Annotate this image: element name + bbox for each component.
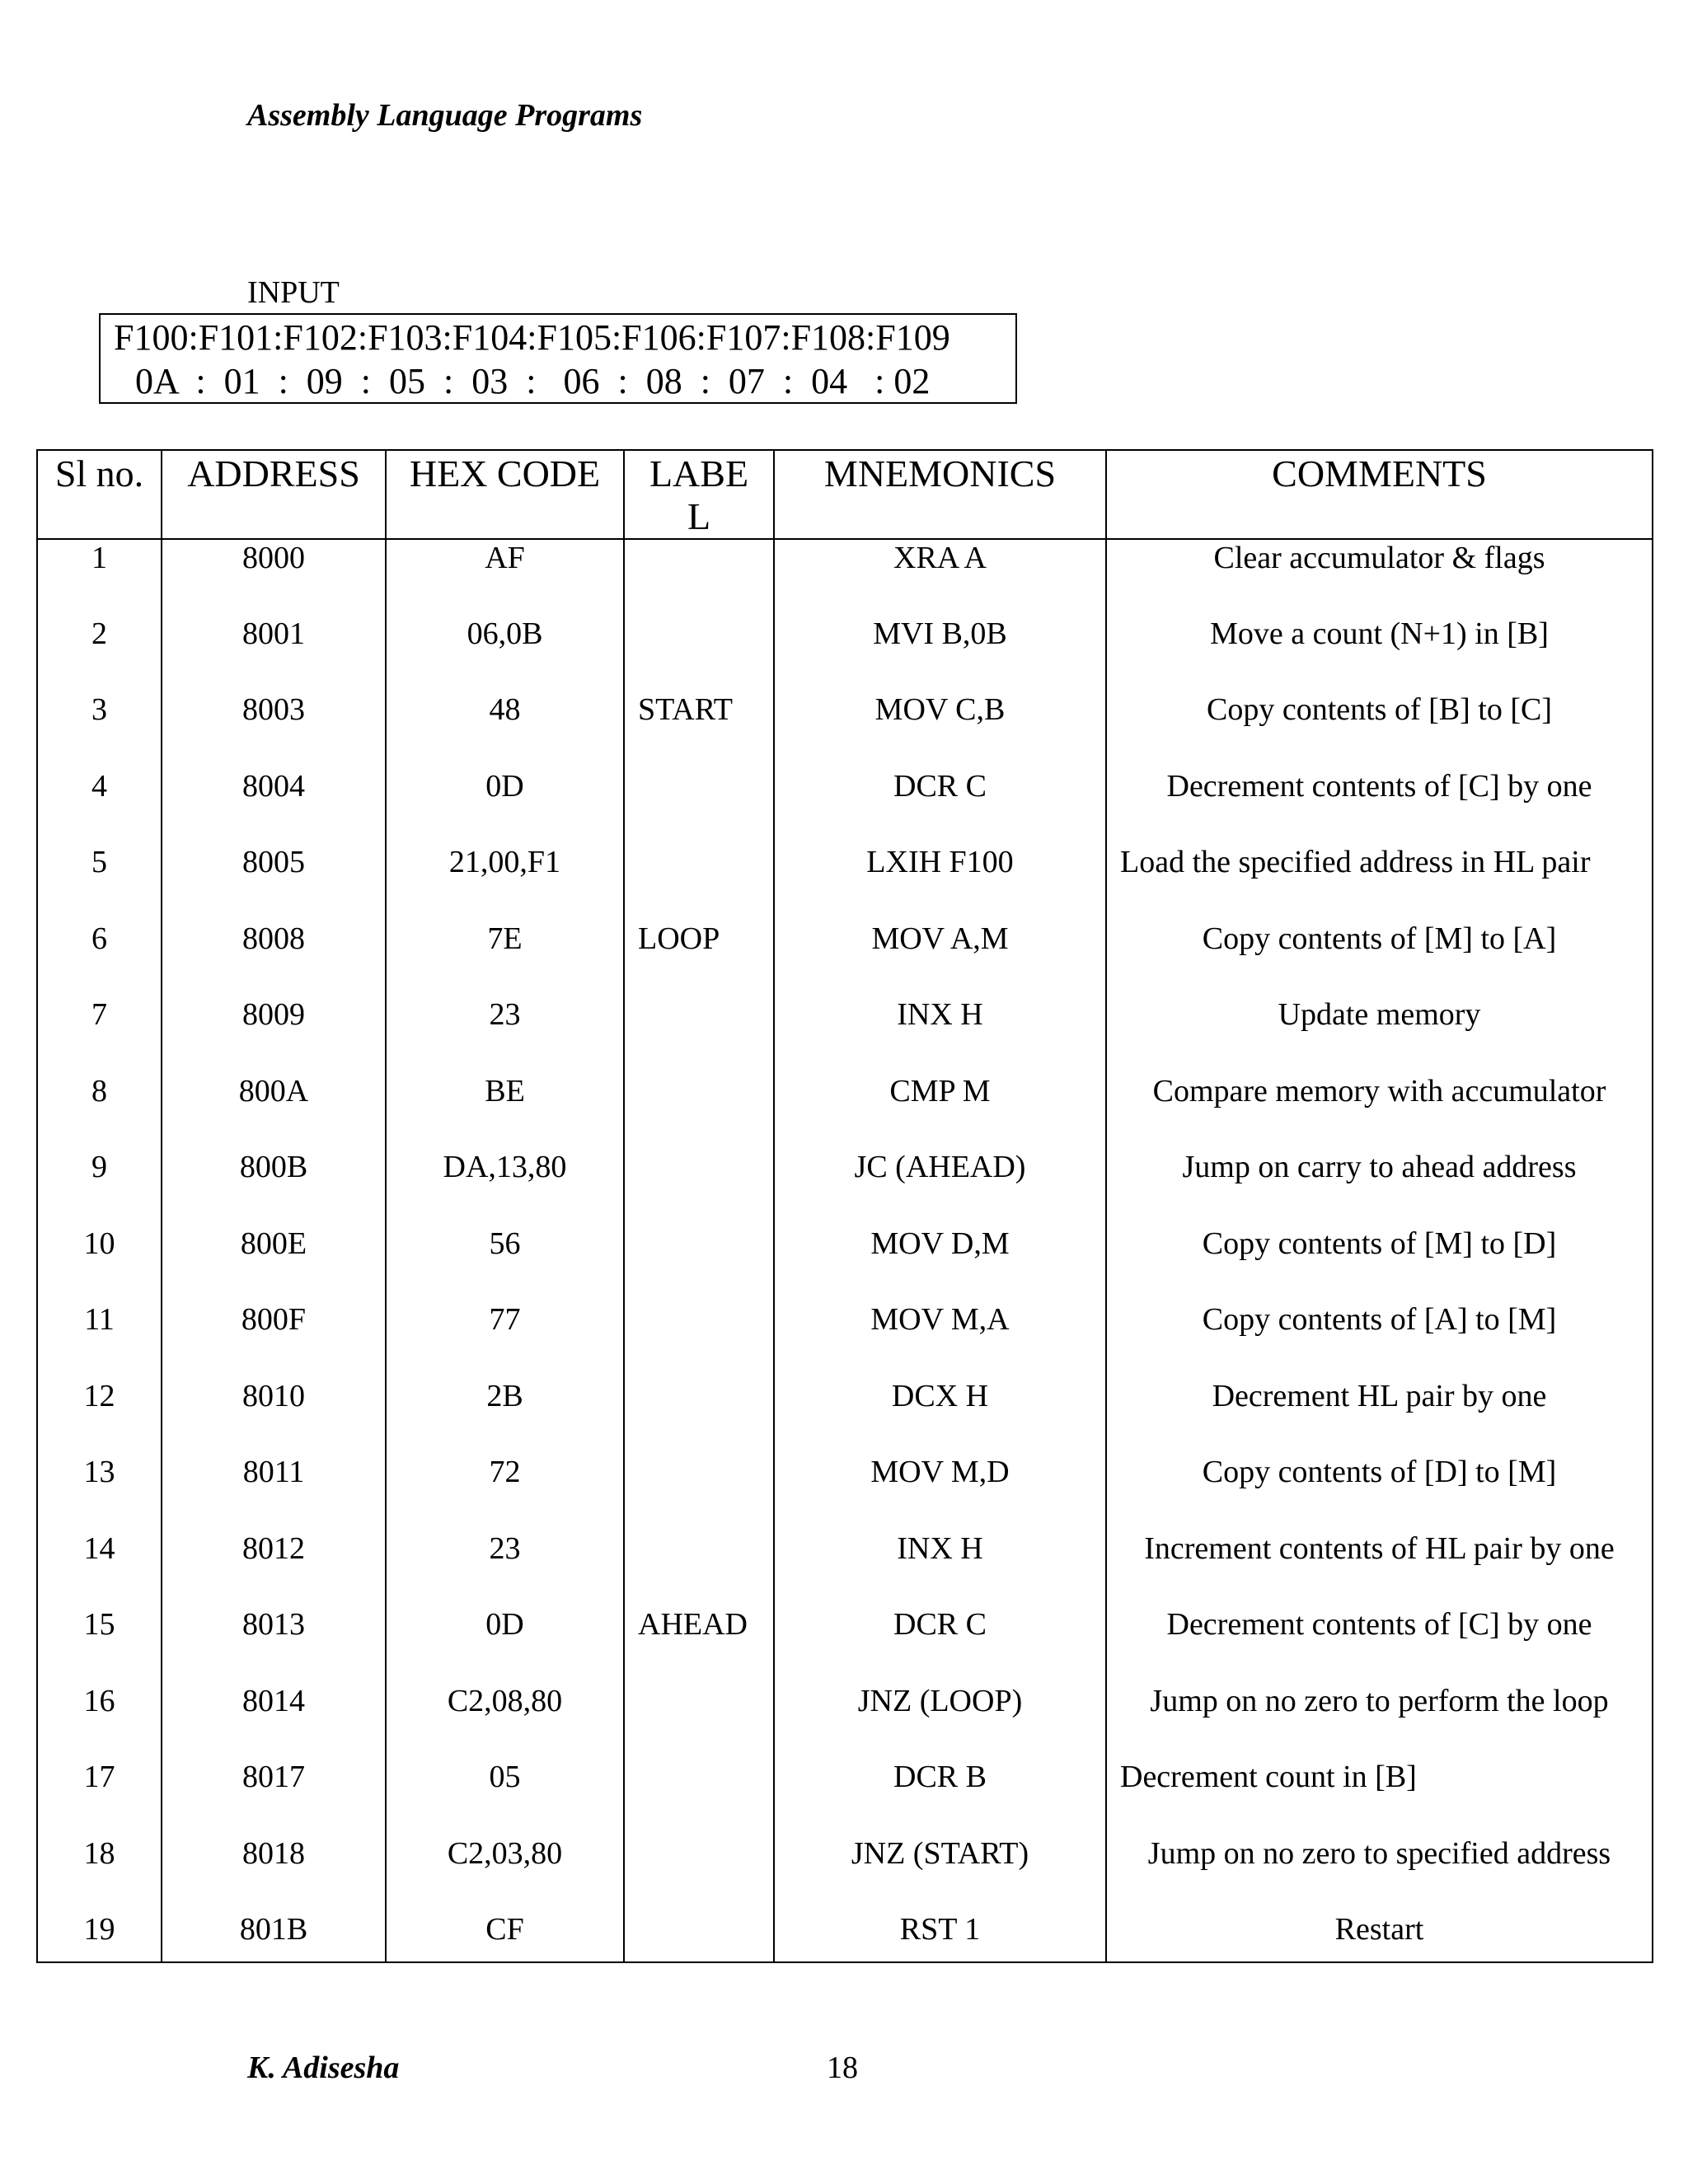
table-row xyxy=(37,768,1653,845)
table-row xyxy=(37,1911,1653,1962)
table-row xyxy=(37,1683,1653,1760)
cell-sl-no: 6 xyxy=(37,921,162,997)
table-row xyxy=(37,539,1653,616)
cell-sl-no: 4 xyxy=(37,768,162,845)
header-sl-no: Sl no. xyxy=(37,450,162,539)
table-row xyxy=(37,1378,1653,1455)
cell-comment: Jump on no zero to specified address xyxy=(1106,1835,1653,1912)
cell-sl-no: 17 xyxy=(37,1759,162,1835)
cell-sl-no: 2 xyxy=(37,616,162,692)
input-addresses: F100:F101:F102:F103:F104:F105:F106:F107:F108:F109 xyxy=(114,317,950,358)
cell-label xyxy=(624,1301,774,1378)
cell-address: 800B xyxy=(162,1149,386,1226)
cell-comment: Decrement contents of [C] by one xyxy=(1106,1606,1653,1683)
cell-comment: Decrement HL pair by one xyxy=(1106,1378,1653,1455)
cell-address: 8008 xyxy=(162,921,386,997)
cell-label xyxy=(624,1378,774,1455)
cell-mnemonic: DCR B xyxy=(774,1759,1106,1835)
cell-address: 8017 xyxy=(162,1759,386,1835)
cell-address: 800F xyxy=(162,1301,386,1378)
cell-hex-code: 23 xyxy=(386,996,624,1073)
cell-sl-no: 10 xyxy=(37,1226,162,1302)
table-body xyxy=(37,539,1653,1962)
cell-comment: Copy contents of [M] to [A] xyxy=(1106,921,1653,997)
footer-author: K. Adisesha xyxy=(247,2050,400,2085)
page-header-title: Assembly Language Programs xyxy=(247,98,643,133)
cell-mnemonic: INX H xyxy=(774,1530,1106,1607)
cell-hex-code: C2,08,80 xyxy=(386,1683,624,1760)
cell-mnemonic: CMP M xyxy=(774,1073,1106,1150)
cell-sl-no: 16 xyxy=(37,1683,162,1760)
cell-label xyxy=(624,539,774,616)
cell-label xyxy=(624,1226,774,1302)
cell-hex-code: 56 xyxy=(386,1226,624,1302)
cell-mnemonic: DCX H xyxy=(774,1378,1106,1455)
cell-mnemonic: MOV C,B xyxy=(774,691,1106,768)
cell-address: 8004 xyxy=(162,768,386,845)
cell-comment: Jump on no zero to perform the loop xyxy=(1106,1683,1653,1760)
table-row xyxy=(37,1226,1653,1302)
cell-sl-no: 12 xyxy=(37,1378,162,1455)
cell-hex-code: 72 xyxy=(386,1454,624,1530)
cell-comment: Move a count (N+1) in [B] xyxy=(1106,616,1653,692)
cell-address: 8018 xyxy=(162,1835,386,1912)
cell-mnemonic: XRA A xyxy=(774,539,1106,616)
cell-address: 8000 xyxy=(162,539,386,616)
table-row xyxy=(37,1835,1653,1912)
cell-sl-no: 13 xyxy=(37,1454,162,1530)
cell-label xyxy=(624,1073,774,1150)
cell-comment: Copy contents of [B] to [C] xyxy=(1106,691,1653,768)
cell-comment: Copy contents of [D] to [M] xyxy=(1106,1454,1653,1530)
table-row xyxy=(37,1301,1653,1378)
cell-comment: Jump on carry to ahead address xyxy=(1106,1149,1653,1226)
cell-sl-no: 18 xyxy=(37,1835,162,1912)
cell-label xyxy=(624,1759,774,1835)
table-row xyxy=(37,1606,1653,1683)
cell-label xyxy=(624,1530,774,1607)
cell-mnemonic: RST 1 xyxy=(774,1911,1106,1962)
cell-address: 8003 xyxy=(162,691,386,768)
table-row xyxy=(37,691,1653,768)
header-hex-code: HEX CODE xyxy=(386,450,624,539)
cell-label xyxy=(624,616,774,692)
cell-label: LOOP xyxy=(624,921,774,997)
cell-hex-code: 77 xyxy=(386,1301,624,1378)
header-label: LABE L xyxy=(624,450,774,539)
cell-hex-code: 06,0B xyxy=(386,616,624,692)
cell-comment: Compare memory with accumulator xyxy=(1106,1073,1653,1150)
cell-hex-code: AF xyxy=(386,539,624,616)
cell-hex-code: 05 xyxy=(386,1759,624,1835)
cell-mnemonic: JC (AHEAD) xyxy=(774,1149,1106,1226)
cell-address: 801B xyxy=(162,1911,386,1962)
table-row xyxy=(37,616,1653,692)
table-row xyxy=(37,1073,1653,1150)
cell-sl-no: 7 xyxy=(37,996,162,1073)
program-table xyxy=(36,449,1653,1963)
input-memory-box xyxy=(99,313,1017,404)
cell-comment: Update memory xyxy=(1106,996,1653,1073)
cell-mnemonic: DCR C xyxy=(774,768,1106,845)
cell-label xyxy=(624,996,774,1073)
cell-label xyxy=(624,1683,774,1760)
table-header-row xyxy=(37,450,1653,539)
cell-address: 8005 xyxy=(162,844,386,921)
cell-mnemonic: MOV A,M xyxy=(774,921,1106,997)
cell-mnemonic: MOV M,D xyxy=(774,1454,1106,1530)
cell-label: START xyxy=(624,691,774,768)
cell-address: 8014 xyxy=(162,1683,386,1760)
input-label: INPUT xyxy=(247,275,340,310)
cell-address: 8009 xyxy=(162,996,386,1073)
table-row xyxy=(37,996,1653,1073)
cell-sl-no: 1 xyxy=(37,539,162,616)
cell-comment: Decrement contents of [C] by one xyxy=(1106,768,1653,845)
cell-label xyxy=(624,1835,774,1912)
cell-sl-no: 14 xyxy=(37,1530,162,1607)
cell-comment: Restart xyxy=(1106,1911,1653,1962)
cell-label xyxy=(624,1454,774,1530)
header-address: ADDRESS xyxy=(162,450,386,539)
table-row xyxy=(37,844,1653,921)
cell-mnemonic: INX H xyxy=(774,996,1106,1073)
cell-comment: Copy contents of [A] to [M] xyxy=(1106,1301,1653,1378)
cell-sl-no: 11 xyxy=(37,1301,162,1378)
cell-hex-code: DA,13,80 xyxy=(386,1149,624,1226)
cell-mnemonic: MVI B,0B xyxy=(774,616,1106,692)
cell-label xyxy=(624,844,774,921)
cell-hex-code: C2,03,80 xyxy=(386,1835,624,1912)
cell-hex-code: 21,00,F1 xyxy=(386,844,624,921)
cell-label xyxy=(624,1149,774,1226)
cell-hex-code: 48 xyxy=(386,691,624,768)
cell-hex-code: CF xyxy=(386,1911,624,1962)
cell-comment: Clear accumulator & flags xyxy=(1106,539,1653,616)
cell-mnemonic: LXIH F100 xyxy=(774,844,1106,921)
table-row xyxy=(37,921,1653,997)
cell-hex-code: 0D xyxy=(386,1606,624,1683)
cell-comment: Load the specified address in HL pair xyxy=(1106,844,1653,921)
cell-mnemonic: JNZ (START) xyxy=(774,1835,1106,1912)
cell-mnemonic: JNZ (LOOP) xyxy=(774,1683,1106,1760)
cell-address: 8013 xyxy=(162,1606,386,1683)
cell-comment: Decrement count in [B] xyxy=(1106,1759,1653,1835)
cell-sl-no: 3 xyxy=(37,691,162,768)
cell-comment: Increment contents of HL pair by one xyxy=(1106,1530,1653,1607)
cell-sl-no: 9 xyxy=(37,1149,162,1226)
cell-hex-code: 2B xyxy=(386,1378,624,1455)
cell-hex-code: 7E xyxy=(386,921,624,997)
cell-address: 800A xyxy=(162,1073,386,1150)
page-number: 18 xyxy=(827,2050,858,2085)
cell-hex-code: BE xyxy=(386,1073,624,1150)
cell-sl-no: 19 xyxy=(37,1911,162,1962)
cell-mnemonic: MOV M,A xyxy=(774,1301,1106,1378)
cell-mnemonic: MOV D,M xyxy=(774,1226,1106,1302)
cell-sl-no: 15 xyxy=(37,1606,162,1683)
cell-label: AHEAD xyxy=(624,1606,774,1683)
header-comments: COMMENTS xyxy=(1106,450,1653,539)
cell-label xyxy=(624,768,774,845)
table-row xyxy=(37,1759,1653,1835)
cell-address: 8001 xyxy=(162,616,386,692)
cell-sl-no: 5 xyxy=(37,844,162,921)
table-row xyxy=(37,1530,1653,1607)
cell-hex-code: 0D xyxy=(386,768,624,845)
cell-address: 8012 xyxy=(162,1530,386,1607)
input-values: 0A : 01 : 09 : 05 : 03 : 06 : 08 : 07 : 04 : 02 xyxy=(135,361,931,401)
header-mnemonics: MNEMONICS xyxy=(774,450,1106,539)
cell-label xyxy=(624,1911,774,1962)
cell-address: 8011 xyxy=(162,1454,386,1530)
cell-address: 800E xyxy=(162,1226,386,1302)
table-row xyxy=(37,1149,1653,1226)
cell-address: 8010 xyxy=(162,1378,386,1455)
cell-comment: Copy contents of [M] to [D] xyxy=(1106,1226,1653,1302)
cell-mnemonic: DCR C xyxy=(774,1606,1106,1683)
cell-sl-no: 8 xyxy=(37,1073,162,1150)
cell-hex-code: 23 xyxy=(386,1530,624,1607)
table-row xyxy=(37,1454,1653,1530)
